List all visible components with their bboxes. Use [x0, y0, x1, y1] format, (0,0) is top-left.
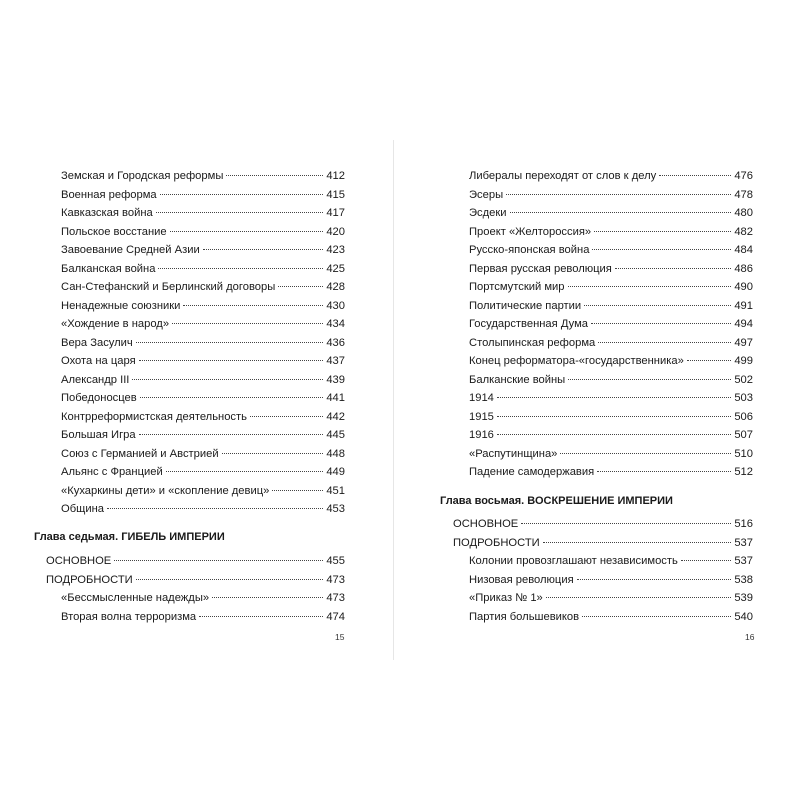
dot-leader — [584, 304, 731, 306]
toc-entry-title: Эсдеки — [469, 207, 507, 219]
toc-entry-title: ПОДРОБНОСТИ — [46, 573, 133, 586]
toc-entry-page: 453 — [326, 503, 345, 515]
toc-entry — [61, 352, 345, 370]
toc-entry — [61, 297, 345, 315]
toc-entry — [469, 223, 753, 241]
toc-entry — [453, 515, 753, 533]
toc-entry — [469, 352, 753, 370]
toc-entry — [61, 589, 345, 607]
toc-entry-title: Русско-японская война — [469, 244, 590, 256]
toc-entry — [469, 389, 753, 407]
chapter-title: Глава восьмая. ВОСКРЕШЕНИЕ ИМПЕРИИ — [440, 495, 673, 507]
dot-leader — [166, 470, 324, 472]
toc-entry-page: 455 — [326, 555, 345, 567]
dot-leader — [591, 322, 731, 324]
toc-entry-title: «Приказ № 1» — [469, 592, 543, 604]
toc-entry — [46, 552, 345, 570]
toc-entry — [469, 315, 753, 333]
toc-entry-page: 473 — [326, 573, 345, 586]
toc-entry — [469, 260, 753, 278]
toc-entry-page: 503 — [734, 392, 753, 404]
toc-entry-title: 1916 — [469, 429, 494, 441]
dot-leader — [497, 433, 731, 435]
toc-entry-title: Первая русская революция — [469, 262, 612, 275]
toc-entry-title: Завоевание Средней Азии — [61, 244, 200, 256]
toc-entry-title: Вторая волна терроризма — [61, 610, 197, 623]
toc-entry-title: Победоносцев — [61, 392, 137, 404]
dot-leader — [597, 470, 731, 472]
dot-leader — [203, 248, 324, 250]
toc-entry-title: Падение самодержавия — [469, 466, 595, 478]
toc-entry-page: 449 — [326, 466, 345, 478]
chapter-title: Глава седьмая. ГИБЕЛЬ ИМПЕРИИ — [34, 531, 225, 543]
dot-leader — [546, 596, 732, 598]
toc-entry-page: 486 — [734, 262, 753, 275]
toc-entry-page: 516 — [734, 518, 753, 530]
page-number: 15 — [335, 632, 345, 642]
toc-entry-title: «Бессмысленные надежды» — [61, 592, 210, 604]
toc-entry-page: 451 — [326, 484, 345, 497]
toc-entry-title: 1914 — [469, 392, 494, 404]
toc-entry-title: ОСНОВНОЕ — [46, 555, 112, 567]
toc-entry-page: 478 — [734, 188, 753, 201]
toc-entry-title: Земская и Городская реформы — [61, 170, 224, 182]
dot-leader — [577, 578, 732, 580]
toc-entry — [469, 278, 753, 296]
toc-entry — [469, 334, 753, 352]
toc-entry — [61, 608, 345, 626]
toc-entry — [469, 589, 753, 607]
toc-entry — [61, 445, 345, 463]
toc-entry-page: 510 — [734, 447, 753, 460]
dot-leader — [594, 230, 731, 232]
toc-entry — [61, 315, 345, 333]
toc-entry — [61, 334, 345, 352]
toc-entry — [469, 204, 753, 222]
dot-leader — [506, 193, 731, 195]
toc-entry-page: 437 — [326, 355, 345, 367]
toc-entry-title: Столыпинская реформа — [469, 336, 596, 349]
toc-entry-title: «Распутинщина» — [469, 447, 558, 460]
dot-leader — [199, 615, 323, 617]
toc-entry-title: Балканская война — [61, 262, 156, 275]
dot-leader — [250, 415, 323, 417]
toc-entry — [469, 167, 753, 185]
toc-entry-title: «Хождение в народ» — [61, 318, 170, 330]
dot-leader — [568, 378, 731, 380]
toc-entry-page: 502 — [734, 373, 753, 386]
dot-leader — [615, 267, 731, 269]
toc-entry — [61, 371, 345, 389]
toc-entry — [61, 482, 345, 500]
toc-entry-title: Альянс с Францией — [61, 466, 163, 478]
toc-entry-page: 474 — [326, 610, 345, 623]
dot-leader — [598, 341, 731, 343]
dot-leader — [687, 359, 732, 361]
toc-entry — [469, 241, 753, 259]
toc-entry-title: Политические партии — [469, 299, 582, 312]
toc-entry-title: Сан-Стефанский и Берлинский договоры — [61, 281, 276, 293]
toc-entry-title: Союз с Германией и Австрией — [61, 447, 219, 460]
toc-entry-page: 512 — [734, 466, 753, 478]
toc-entry — [61, 500, 345, 518]
dot-leader — [582, 615, 731, 617]
toc-entry-title: Портсмутский мир — [469, 281, 565, 293]
toc-entry-page: 537 — [734, 536, 753, 549]
toc-entry-page: 499 — [734, 355, 753, 367]
dot-leader — [560, 452, 731, 454]
toc-entry-title: Александр III — [61, 373, 130, 386]
page-number: 16 — [745, 632, 755, 642]
toc-entry-page: 539 — [734, 592, 753, 604]
toc-entry — [61, 463, 345, 481]
toc-entry — [61, 241, 345, 259]
toc-entry-title: Низовая революция — [469, 573, 574, 586]
toc-entry-page: 484 — [734, 244, 753, 256]
toc-entry-title: Польское восстание — [61, 225, 167, 238]
toc-entry-title: Ненадежные союзники — [61, 299, 181, 312]
toc-entry-title: Либералы переходят от слов к делу — [469, 170, 657, 182]
toc-entry-title: Государственная Дума — [469, 318, 589, 330]
dot-leader — [568, 285, 732, 287]
toc-entry — [469, 445, 753, 463]
dot-leader — [107, 507, 323, 509]
dot-leader — [183, 304, 323, 306]
toc-entry-title: ПОДРОБНОСТИ — [453, 536, 540, 549]
toc-entry-page: 430 — [326, 299, 345, 312]
toc-entry — [61, 408, 345, 426]
dot-leader — [170, 230, 324, 232]
toc-entry-title: Охота на царя — [61, 355, 136, 367]
toc-entry — [469, 463, 753, 481]
toc-entry-page: 425 — [326, 262, 345, 275]
dot-leader — [497, 396, 731, 398]
toc-entry-page: 476 — [734, 170, 753, 182]
toc-entry-page: 423 — [326, 244, 345, 256]
toc-entry-page: 436 — [326, 336, 345, 349]
toc-entry-title: Конец реформатора-«государственника» — [469, 355, 684, 367]
toc-entry-page: 537 — [734, 555, 753, 567]
toc-entry-page: 434 — [326, 318, 345, 330]
toc-entry-page: 439 — [326, 373, 345, 386]
toc-entry-title: Колонии провозглашают независимость — [469, 555, 678, 567]
dot-leader — [156, 211, 324, 213]
toc-entry-page: 442 — [326, 410, 345, 423]
dot-leader — [222, 452, 324, 454]
toc-entry — [469, 552, 753, 570]
toc-entry — [61, 167, 345, 185]
dot-leader — [132, 378, 323, 380]
dot-leader — [140, 396, 324, 398]
toc-entry — [453, 534, 753, 552]
toc-entry-page: 417 — [326, 207, 345, 219]
dot-leader — [226, 174, 323, 176]
toc-entry — [61, 426, 345, 444]
toc-entry — [61, 186, 345, 204]
toc-entry-title: ОСНОВНОЕ — [453, 518, 519, 530]
spread-divider — [393, 140, 394, 660]
dot-leader — [681, 559, 731, 561]
toc-entry-page: 490 — [734, 281, 753, 293]
dot-leader — [278, 285, 323, 287]
toc-entry-title: Контрреформистская деятельность — [61, 410, 247, 423]
dot-leader — [136, 578, 324, 580]
toc-entry-page: 415 — [326, 188, 345, 201]
toc-entry — [469, 186, 753, 204]
toc-entry-title: Вера Засулич — [61, 336, 133, 349]
toc-entry-page: 540 — [734, 610, 753, 623]
toc-entry — [469, 426, 753, 444]
dot-leader — [497, 415, 731, 417]
toc-entry-title: Большая Игра — [61, 429, 136, 441]
dot-leader — [172, 322, 323, 324]
toc-entry — [61, 389, 345, 407]
toc-entry-page: 420 — [326, 225, 345, 238]
dot-leader — [510, 211, 732, 213]
toc-entry — [469, 608, 753, 626]
dot-leader — [659, 174, 731, 176]
toc-entry-page: 480 — [734, 207, 753, 219]
toc-entry-title: Кавказская война — [61, 207, 153, 219]
toc-entry-page: 497 — [734, 336, 753, 349]
toc-entry — [61, 278, 345, 296]
toc-entry — [46, 571, 345, 589]
dot-leader — [139, 433, 324, 435]
toc-entry-title: Проект «Желтороссия» — [469, 225, 592, 238]
toc-entry-title: Военная реформа — [61, 188, 157, 201]
toc-entry-page: 506 — [734, 410, 753, 423]
toc-entry-page: 507 — [734, 429, 753, 441]
toc-entry-page: 482 — [734, 225, 753, 238]
toc-entry — [61, 204, 345, 222]
toc-entry-page: 448 — [326, 447, 345, 460]
dot-leader — [521, 522, 731, 524]
dot-leader — [139, 359, 324, 361]
toc-entry-page: 491 — [734, 299, 753, 312]
toc-entry — [469, 571, 753, 589]
dot-leader — [592, 248, 731, 250]
dot-leader — [212, 596, 323, 598]
toc-entry — [61, 260, 345, 278]
toc-entry-page: 473 — [326, 592, 345, 604]
toc-entry-page: 445 — [326, 429, 345, 441]
toc-entry-page: 441 — [326, 392, 345, 404]
dot-leader — [158, 267, 323, 269]
toc-entry — [469, 371, 753, 389]
toc-entry-title: Балканские войны — [469, 373, 566, 386]
dot-leader — [543, 541, 732, 543]
toc-entry-page: 494 — [734, 318, 753, 330]
toc-entry — [469, 297, 753, 315]
toc-entry-title: Партия большевиков — [469, 610, 580, 623]
dot-leader — [160, 193, 324, 195]
toc-entry-page: 412 — [326, 170, 345, 182]
dot-leader — [114, 559, 323, 561]
dot-leader — [136, 341, 324, 343]
toc-entry-title: 1915 — [469, 410, 494, 423]
toc-entry-title: «Кухаркины дети» и «скопление девиц» — [61, 484, 270, 497]
toc-entry — [61, 223, 345, 241]
toc-entry-page: 538 — [734, 573, 753, 586]
toc-entry — [469, 408, 753, 426]
toc-entry-page: 428 — [326, 281, 345, 293]
dot-leader — [272, 489, 323, 491]
toc-entry-title: Эсеры — [469, 188, 504, 201]
toc-entry-title: Община — [61, 503, 104, 515]
